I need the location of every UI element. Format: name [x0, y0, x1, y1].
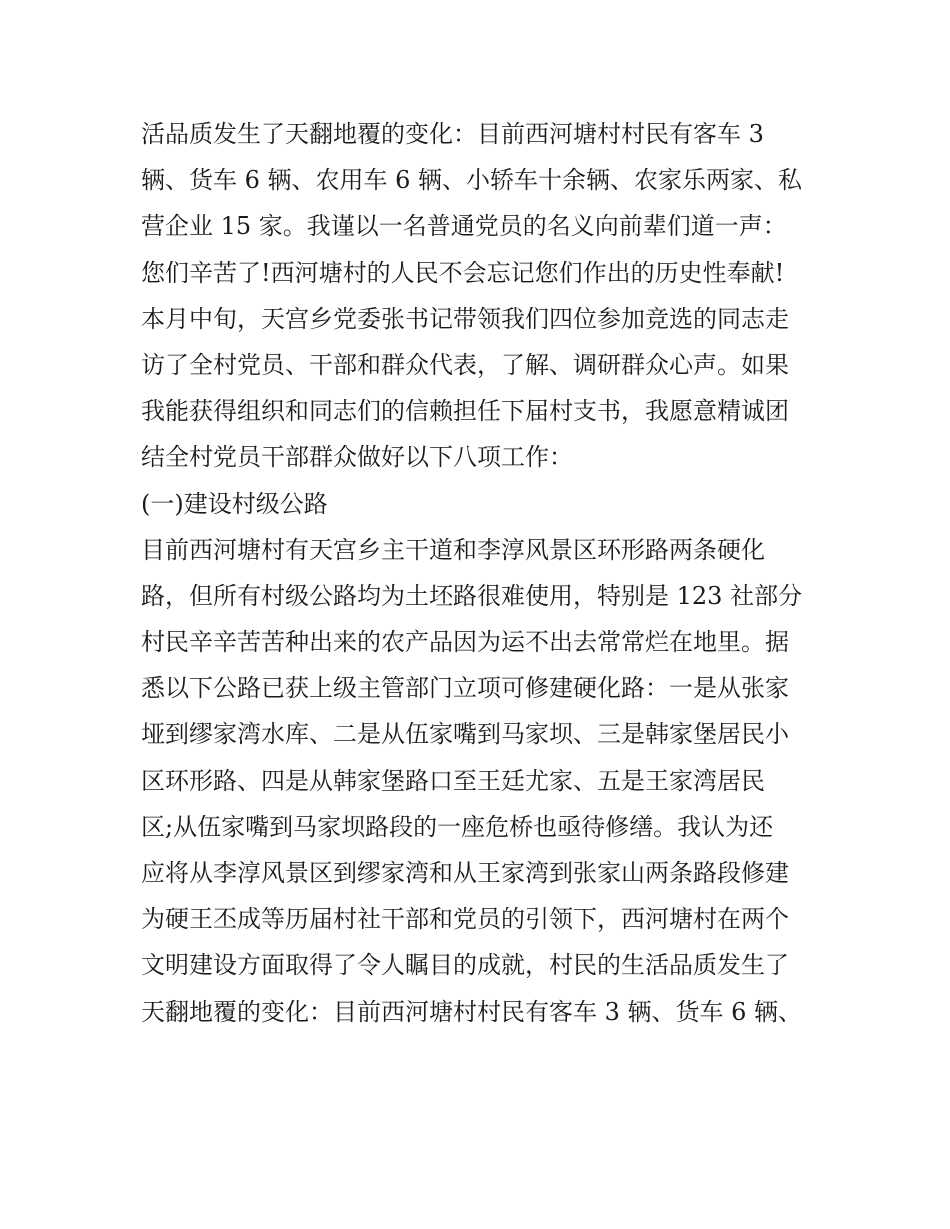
text-line-7: 我能获得组织和同志们的信赖担任下届村支书，我愿意精诚团: [141, 397, 789, 426]
text-line-19: 文明建设方面取得了令人瞩目的成就，村民的生活品质发生了: [141, 951, 789, 980]
text-line-18: 为硬王丕成等历届村社干部和党员的引领下，西河塘村在两个: [141, 905, 789, 934]
text-line-10: 目前西河塘村有天宫乡主干道和李淳风景区环形路两条硬化: [141, 535, 765, 564]
document-body: [141, 111, 821, 1035]
text-line-8: 结全村党员干部群众做好以下八项工作：: [141, 443, 573, 472]
text-line-16: 区;从伍家嘴到马家坝路段的一座危桥也亟待修缮。我认为还: [141, 812, 774, 841]
text-line-2: 辆、货车 6 辆、农用车 6 辆、小轿车十余辆、农家乐两家、私: [141, 166, 803, 195]
text-line-3: 营企业 15 家。我谨以一名普通党员的名义向前辈们道一声：: [141, 212, 787, 241]
section-heading: (一)建设村级公路: [141, 489, 328, 518]
text-line-12: 村民辛辛苦苦种出来的农产品因为运不出去常常烂在地里。据: [141, 628, 789, 657]
text-line-5: 本月中旬，天宫乡党委张书记带领我们四位参加竞选的同志走: [141, 304, 789, 333]
text-line-15: 区环形路、四是从韩家堡路口至王廷尤家、五是王家湾居民: [141, 766, 765, 795]
text-line-11: 路，但所有村级公路均为土坯路很难使用，特别是 123 社部分: [141, 581, 803, 610]
text-line-20: 天翻地覆的变化：目前西河塘村村民有客车 3 辆、货车 6 辆、: [141, 997, 803, 1026]
text-line-1: 活品质发生了天翻地覆的变化：目前西河塘村村民有客车 3: [141, 120, 764, 148]
text-line-17: 应将从李淳风景区到缪家湾和从王家湾到张家山两条路段修建: [141, 859, 789, 887]
text-line-14: 垭到缪家湾水库、二是从伍家嘴到马家坝、三是韩家堡居民小: [141, 720, 789, 749]
text-line-6: 访了全村党员、干部和群众代表，了解、调研群众心声。如果: [141, 350, 789, 379]
text-line-4: 您们辛苦了!西河塘村的人民不会忘记您们作出的历史性奉献!: [141, 258, 785, 287]
text-line-13: 悉以下公路已获上级主管部门立项可修建硬化路：一是从张家: [141, 674, 789, 703]
